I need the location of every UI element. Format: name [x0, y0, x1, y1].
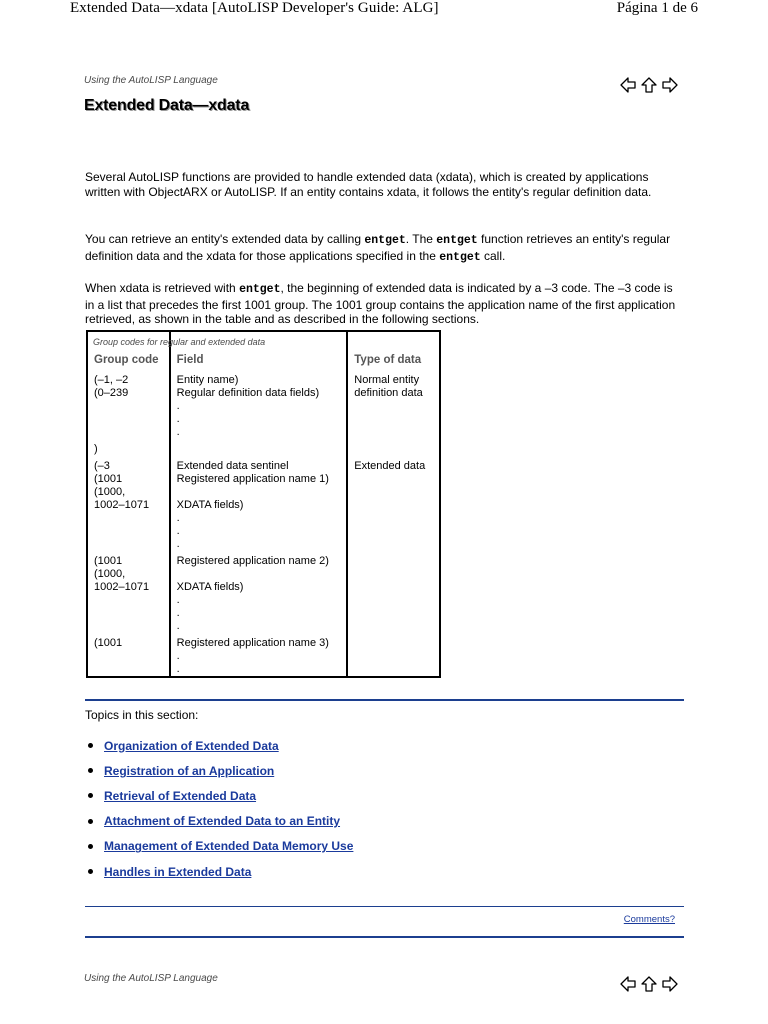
topic-link-memory-management[interactable]: Management of Extended Data Memory Use: [104, 839, 354, 854]
table-caption: Group codes for regular and extended data: [93, 337, 266, 347]
bullet-icon: [88, 819, 93, 824]
topics-list: [85, 733, 353, 884]
list-item: [85, 733, 353, 758]
topic-link-attachment[interactable]: Attachment of Extended Data to an Entity: [104, 814, 341, 829]
table-cell-type: Extended data: [354, 460, 426, 472]
comments-link[interactable]: Comments?: [623, 914, 675, 925]
list-item: [85, 859, 353, 884]
table-cell-field: Registered application name 3) . .: [170, 633, 348, 677]
table-cell-field: Extended data sentinel Registered application name 1) XDATA fields) . . .: [170, 456, 348, 551]
nav-arrows-top: [619, 76, 681, 94]
up-arrow-icon[interactable]: [640, 76, 658, 94]
table-cell-group-code: (1001: [87, 633, 170, 677]
table-cell-field: Registered application name 2) XDATA fields) . . .: [170, 551, 348, 633]
entget-code: entget: [364, 234, 406, 247]
table-row: [87, 551, 440, 633]
table-cell-group-code: (–1, –2 (0–239: [87, 370, 170, 439]
print-header-title: Extended Data—xdata [AutoLISP Developer's Guide: ALG]: [70, 0, 439, 16]
topics-heading: Topics in this section:: [85, 708, 199, 722]
bullet-icon: [88, 869, 93, 874]
table-cell-field: [170, 439, 348, 456]
table-row: [87, 370, 440, 439]
previous-arrow-icon[interactable]: [619, 76, 637, 94]
column-header-type: Type of data: [354, 354, 422, 366]
column-header-group-code: Group code: [87, 331, 170, 370]
table-cell-field: Entity name) Regular definition data fields) . . .: [170, 370, 348, 439]
list-item: [85, 809, 353, 834]
entget-paragraph: You can retrieve an entity's extended data by calling entget. The entget function retrieves an entity's regular definition data and the xdata for those applications specified in the entget call.: [85, 232, 671, 264]
nav-arrows-bottom: [619, 975, 681, 993]
intro-paragraph: Several AutoLISP functions are provided to handle extended data (xdata), which is created by applications written with ObjectARX or AutoLISP. If an entity contains xdata, it follows the entity's regular definition data.: [85, 170, 652, 199]
bullet-icon: [88, 793, 93, 798]
entget-code: entget: [436, 234, 478, 247]
footer-divider-bottom: [85, 936, 684, 938]
print-header-page-number: Página 1 de 6: [616, 0, 698, 16]
table-cell-group-code: (–3 (1001 (1000, 1002–1071: [87, 456, 170, 551]
next-arrow-icon[interactable]: [661, 76, 679, 94]
table-row: [87, 633, 440, 677]
footer-divider-top: [85, 906, 684, 907]
table-cell-type: Normal entity definition data: [354, 374, 423, 399]
topic-link-handles[interactable]: Handles in Extended Data: [104, 864, 252, 879]
page-title: Extended Data—xdata: [84, 97, 250, 114]
up-arrow-icon[interactable]: [640, 975, 658, 993]
table-row: [87, 456, 440, 551]
entget-code: entget: [439, 250, 481, 264]
bullet-icon: [88, 844, 93, 849]
xdata-paragraph: When xdata is retrieved with entget, the beginning of extended data is indicated by a –3 code. The –3 code is in a list that precedes the first 1001 group. The 1001 group contains the application name of the first application retrieved, as shown in the table and as described in the following sections.: [85, 281, 676, 326]
topic-link-registration[interactable]: Registration of an Application: [104, 763, 275, 778]
table-cell-group-code: ): [87, 439, 170, 456]
table-cell-type: [347, 439, 440, 456]
footer-breadcrumb[interactable]: Using the AutoLISP Language: [84, 973, 218, 984]
previous-arrow-icon[interactable]: [619, 975, 637, 993]
topic-link-retrieval[interactable]: Retrieval of Extended Data: [104, 788, 257, 803]
table-cell-group-code: (1001 (1000, 1002–1071: [87, 551, 170, 633]
topic-link-organization[interactable]: Organization of Extended Data: [104, 738, 279, 753]
list-item: [85, 783, 353, 808]
section-divider: [85, 699, 684, 701]
table-row: [87, 439, 440, 456]
table-cell-type: [347, 633, 440, 677]
bullet-icon: [88, 743, 93, 748]
entget-code: entget: [239, 283, 281, 296]
column-header-field: Field: [170, 331, 348, 370]
group-codes-table: [86, 330, 441, 678]
list-item: [85, 758, 353, 783]
bullet-icon: [88, 768, 93, 773]
print-header: [70, 0, 698, 17]
table-cell-type: [347, 551, 440, 633]
list-item: [85, 834, 353, 859]
next-arrow-icon[interactable]: [661, 975, 679, 993]
breadcrumb[interactable]: Using the AutoLISP Language: [84, 75, 218, 86]
